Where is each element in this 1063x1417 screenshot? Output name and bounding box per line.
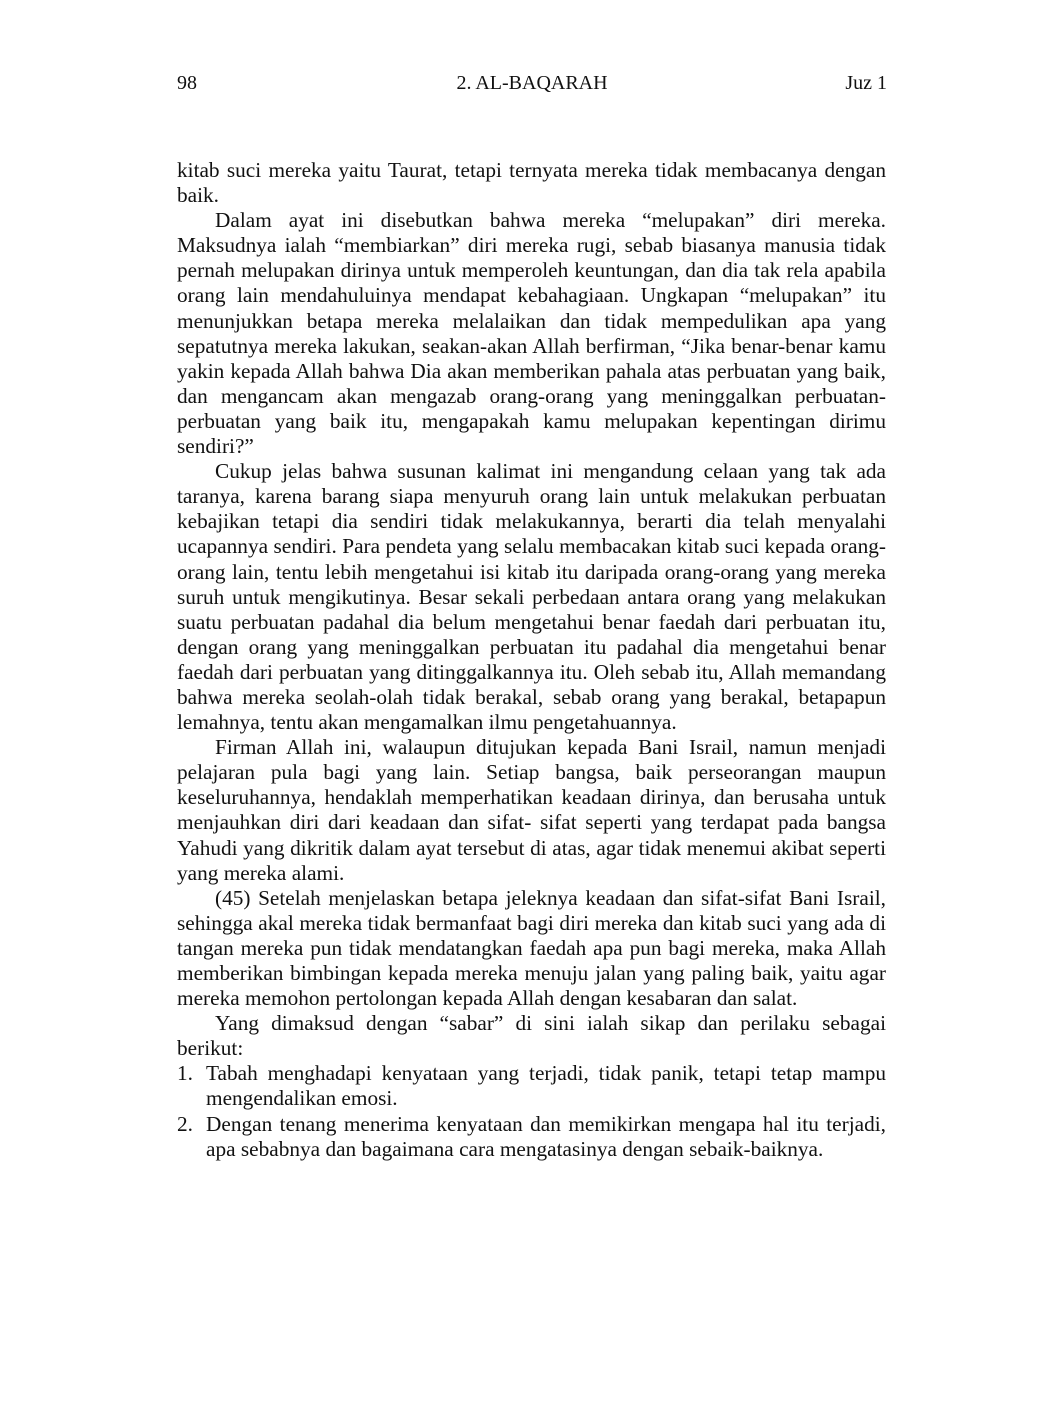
- paragraph: Dalam ayat ini disebutkan bahwa mereka “melupakan” diri mereka. Maksudnya ialah “membiarkan” diri mereka rugi, sebab biasanya manusia tidak pernah melupakan dirinya untuk memperoleh keuntungan, dan dia tak rela apabila orang lain mendahuluinya mendapat kebahagiaan. Ungkapan “melupakan” itu menunjukkan betapa mereka melalaikan dan tidak mempedulikan apa yang sepatutnya mereka lakukan, seakan-akan Allah berfirman, “Jika benar-benar kamu yakin kepada Allah bahwa Dia akan memberikan pahala atas perbuatan yang baik, dan mengancam akan mengazab orang-orang yang meninggalkan perbuatan-perbuatan yang baik itu, mengapakah kamu melupakan kepentingan dirimu sendiri?”: [177, 208, 886, 459]
- paragraph: Yang dimaksud dengan “sabar” di sini ialah sikap dan perilaku sebagai berikut:: [177, 1011, 886, 1061]
- list-item: [177, 1061, 886, 1111]
- paragraph-continuation: kitab suci mereka yaitu Taurat, tetapi ternyata mereka tidak membacanya dengan baik.: [177, 158, 886, 208]
- paragraph: Cukup jelas bahwa susunan kalimat ini mengandung celaan yang tak ada taranya, karena barang siapa menyuruh orang lain untuk melakukan perbuatan kebajikan tetapi dia sendiri tidak melakukannya, berarti dia telah menyalahi ucapannya sendiri. Para pendeta yang selalu membacakan kitab suci kepada orang-orang lain, tentu lebih mengetahui isi kitab itu daripada orang-orang yang mereka suruh untuk mengikutinya. Besar sekali perbedaan antara orang yang melakukan suatu perbuatan padahal dia belum mengetahui benar faedah dari perbuatan itu, dengan orang yang meninggalkan perbuatan itu padahal dia mengetahui benar faedah dari perbuatan yang ditinggalkannya itu. Oleh sebab itu, Allah memandang bahwa mereka seolah-olah tidak berakal, sebab orang yang berakal, betapapun lemahnya, tentu akan mengamalkan ilmu pengetahuannya.: [177, 459, 886, 735]
- page-header: [177, 72, 887, 100]
- list-item-number: 1.: [177, 1061, 193, 1086]
- paragraph: Firman Allah ini, walaupun ditujukan kepada Bani Israil, namun menjadi pelajaran pula bagi yang lain. Setiap bangsa, baik perseorangan maupun keseluruhannya, hendaklah memperhatikan keadaan dirinya, dan berusaha untuk menjauhkan diri dari keadaan dan sifat- sifat seperti yang terdapat pada bangsa Yahudi yang dikritik dalam ayat tersebut di atas, agar tidak menemui akibat seperti yang mereka alami.: [177, 735, 886, 885]
- paragraph: (45) Setelah menjelaskan betapa jeleknya keadaan dan sifat-sifat Bani Israil, sehingga akal mereka tidak bermanfaat bagi diri mereka dan kitab suci yang ada di tangan mereka pun tidak mendatangkan faedah apa pun bagi mereka, maka Allah memberikan bimbingan kepada mereka menuju jalan yang paling baik, yaitu agar mereka memohon pertolongan kepada Allah dengan kesabaran dan salat.: [177, 885, 886, 1011]
- page-number: 98: [177, 72, 197, 94]
- body-text: [177, 158, 886, 1162]
- list-item-number: 2.: [177, 1111, 193, 1136]
- numbered-list: [177, 1061, 886, 1161]
- list-item-text: Tabah menghadapi kenyataan yang terjadi, tidak panik, tetapi tetap mampu mengendalikan emosi.: [206, 1061, 886, 1111]
- list-item-text: Dengan tenang menerima kenyataan dan memikirkan mengapa hal itu terjadi, apa sebabnya dan bagaimana cara mengatasinya dengan sebaik-baiknya.: [206, 1111, 886, 1161]
- juz-label: Juz 1: [845, 72, 887, 94]
- list-item: [177, 1112, 886, 1162]
- chapter-title: 2. AL-BAQARAH: [456, 72, 608, 94]
